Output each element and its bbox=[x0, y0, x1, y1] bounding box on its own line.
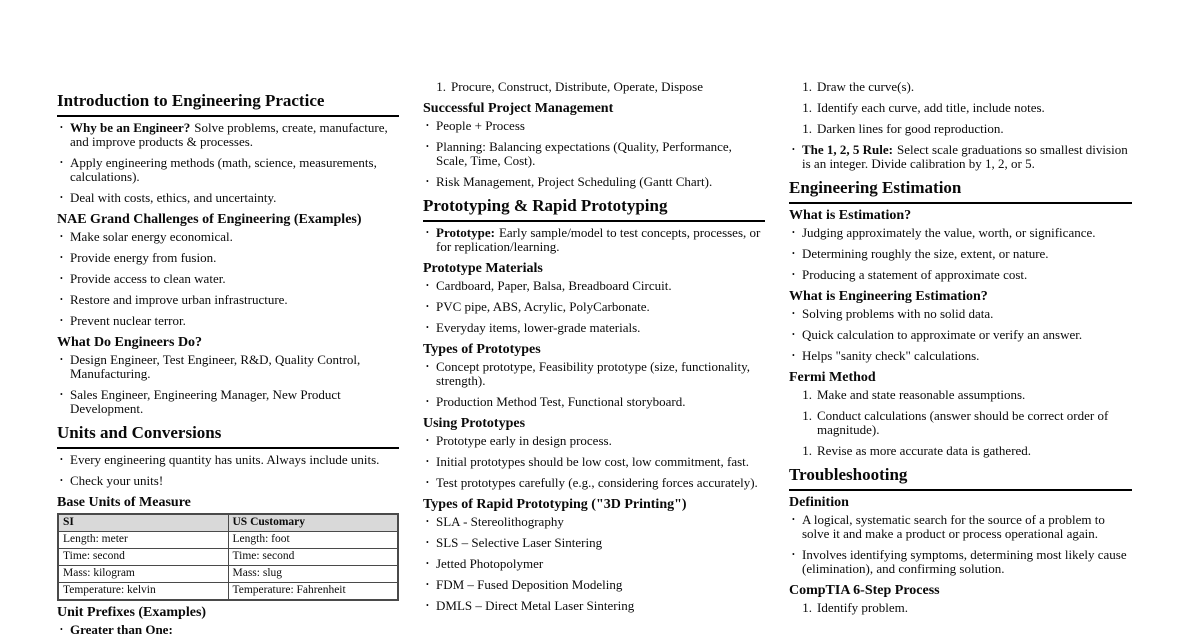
bullet-marker: • bbox=[60, 232, 63, 241]
item-body-text: Provide access to clean water. bbox=[70, 271, 226, 286]
bullet-marker: • bbox=[426, 478, 429, 487]
number-marker: 1. bbox=[802, 443, 812, 458]
item-body-text: Production Method Test, Functional storyboard. bbox=[436, 394, 686, 409]
item-text bbox=[436, 279, 765, 293]
bullet-item bbox=[423, 599, 765, 613]
section-heading: Troubleshooting bbox=[789, 465, 1132, 491]
table-row bbox=[58, 566, 398, 583]
section-heading: Prototyping & Rapid Prototyping bbox=[423, 196, 765, 222]
item-text bbox=[436, 536, 765, 550]
bullet-marker: • bbox=[426, 559, 429, 568]
sub-heading: Definition bbox=[789, 495, 849, 510]
item-body-text: Provide energy from fusion. bbox=[70, 250, 217, 265]
item-bold-lead: Prototype: bbox=[436, 225, 495, 240]
item-body-text: DMLS – Direct Metal Laser Sintering bbox=[436, 598, 635, 613]
item-text bbox=[436, 140, 765, 168]
item-body-text: Select scale graduations so smallest division is an integer. Divide calibration by 1, 2, or 5. bbox=[802, 142, 1128, 171]
item-body-text: Apply engineering methods (math, science, measurements, calculations). bbox=[70, 155, 377, 184]
numbered-item bbox=[423, 80, 765, 94]
item-text bbox=[817, 601, 1132, 615]
bullet-marker: • bbox=[792, 550, 795, 559]
bullet-marker: • bbox=[426, 436, 429, 445]
bullet-item bbox=[789, 226, 1132, 240]
bullet-item bbox=[57, 388, 399, 416]
numbered-item bbox=[789, 409, 1132, 437]
item-body-text: Determining roughly the size, extent, or nature. bbox=[802, 246, 1049, 261]
bullet-marker: • bbox=[426, 397, 429, 406]
item-body-text: PVC pipe, ABS, Acrylic, PolyCarbonate. bbox=[436, 299, 650, 314]
bullet-marker: • bbox=[426, 177, 429, 186]
table-cell: Temperature: kelvin bbox=[58, 583, 228, 601]
bullet-item bbox=[423, 536, 765, 550]
page-column-middle bbox=[423, 78, 765, 644]
item-body-text: Make and state reasonable assumptions. bbox=[817, 387, 1026, 402]
bullet-marker: • bbox=[60, 355, 63, 364]
item-text bbox=[451, 80, 765, 94]
item-body-text: Every engineering quantity has units. Always include units. bbox=[70, 452, 380, 467]
bullet-item bbox=[57, 191, 399, 205]
bullet-marker: • bbox=[792, 228, 795, 237]
item-text bbox=[817, 80, 1132, 94]
bullet-marker: • bbox=[792, 145, 795, 154]
item-body-text: Jetted Photopolymer bbox=[436, 556, 544, 571]
number-marker: 1. bbox=[802, 100, 812, 115]
item-body-text: Producing a statement of approximate cost. bbox=[802, 267, 1028, 282]
item-body-text: Cardboard, Paper, Balsa, Breadboard Circuit. bbox=[436, 278, 672, 293]
bullet-item bbox=[57, 474, 399, 488]
item-body-text: Solve problems, create, manufacture, and improve products & processes. bbox=[70, 120, 388, 149]
item-text bbox=[802, 513, 1132, 541]
table-cell: Time: second bbox=[58, 549, 228, 566]
bullet-marker: • bbox=[792, 330, 795, 339]
bullet-marker: • bbox=[60, 274, 63, 283]
sub-heading: Types of Rapid Prototyping ("3D Printing") bbox=[423, 497, 687, 512]
bullet-marker: • bbox=[426, 142, 429, 151]
item-bold-lead: The 1, 2, 5 Rule: bbox=[802, 142, 893, 157]
item-body-text: Draw the curve(s). bbox=[817, 79, 915, 94]
table-cell: Time: second bbox=[228, 549, 398, 566]
section-heading: Units and Conversions bbox=[57, 423, 399, 449]
bullet-item bbox=[57, 453, 399, 467]
sub-heading: Base Units of Measure bbox=[57, 495, 191, 510]
item-body-text: Judging approximately the value, worth, or significance. bbox=[802, 225, 1096, 240]
bullet-item bbox=[789, 268, 1132, 282]
item-text bbox=[802, 307, 1132, 321]
sub-heading: Fermi Method bbox=[789, 370, 876, 385]
item-text bbox=[70, 121, 399, 149]
item-text bbox=[802, 328, 1132, 342]
section-heading: Introduction to Engineering Practice bbox=[57, 91, 399, 117]
bullet-item bbox=[423, 140, 765, 168]
item-text bbox=[802, 143, 1132, 171]
bullet-item bbox=[789, 143, 1132, 171]
item-text bbox=[817, 122, 1132, 136]
item-body-text: Prototype early in design process. bbox=[436, 433, 612, 448]
sub-heading: Unit Prefixes (Examples) bbox=[57, 605, 207, 620]
number-marker: 1. bbox=[802, 121, 812, 136]
bullet-item bbox=[423, 476, 765, 490]
item-text bbox=[802, 268, 1132, 282]
table-row bbox=[58, 532, 398, 549]
item-text bbox=[70, 388, 399, 416]
bullet-marker: • bbox=[60, 158, 63, 167]
item-body-text: A logical, systematic search for the source of a problem to solve it and make a product or process operational again. bbox=[802, 512, 1105, 541]
number-marker: 1. bbox=[802, 79, 812, 94]
sub-heading: Prototype Materials bbox=[423, 261, 543, 276]
table-cell: Mass: slug bbox=[228, 566, 398, 583]
bullet-item bbox=[57, 314, 399, 328]
item-body-text: Early sample/model to test concepts, processes, or for replication/learning. bbox=[436, 225, 761, 254]
table-cell: Length: foot bbox=[228, 532, 398, 549]
page-column-left bbox=[57, 78, 399, 644]
item-text bbox=[817, 444, 1132, 458]
bullet-marker: • bbox=[426, 517, 429, 526]
bullet-item bbox=[789, 247, 1132, 261]
item-body-text: Planning: Balancing expectations (Quality, Performance, Scale, Time, Cost). bbox=[436, 139, 732, 168]
bullet-item bbox=[423, 434, 765, 448]
bullet-marker: • bbox=[426, 538, 429, 547]
item-body-text: Make solar energy economical. bbox=[70, 229, 233, 244]
bullet-marker: • bbox=[60, 123, 63, 132]
item-text bbox=[436, 515, 765, 529]
item-text bbox=[436, 226, 765, 254]
item-text bbox=[70, 453, 399, 467]
item-bold-lead: Greater than One: bbox=[70, 622, 173, 637]
table-header-cell: US Customary bbox=[228, 514, 398, 532]
item-body-text: Identify problem. bbox=[817, 600, 908, 615]
bullet-marker: • bbox=[426, 121, 429, 130]
bullet-marker: • bbox=[792, 270, 795, 279]
item-text bbox=[70, 251, 399, 265]
table-row bbox=[58, 583, 398, 601]
numbered-item bbox=[789, 444, 1132, 458]
item-text bbox=[817, 409, 1132, 437]
item-text bbox=[70, 353, 399, 381]
item-text bbox=[436, 578, 765, 592]
item-body-text: Helps "sanity check" calculations. bbox=[802, 348, 980, 363]
bullet-item bbox=[57, 121, 399, 149]
number-marker: 1. bbox=[802, 387, 812, 402]
bullet-marker: • bbox=[426, 228, 429, 237]
item-text bbox=[436, 395, 765, 409]
table-header-row bbox=[58, 514, 398, 532]
bullet-item bbox=[423, 279, 765, 293]
item-body-text: Identify each curve, add title, include notes. bbox=[817, 100, 1045, 115]
bullet-item bbox=[423, 515, 765, 529]
item-text bbox=[70, 474, 399, 488]
item-body-text: Concept prototype, Feasibility prototype (size, functionality, strength). bbox=[436, 359, 750, 388]
table-cell: Mass: kilogram bbox=[58, 566, 228, 583]
item-body-text: SLA - Stereolithography bbox=[436, 514, 564, 529]
item-text bbox=[436, 557, 765, 571]
item-body-text: Everyday items, lower-grade materials. bbox=[436, 320, 641, 335]
item-body-text: Quick calculation to approximate or verify an answer. bbox=[802, 327, 1083, 342]
sub-heading: What is Estimation? bbox=[789, 208, 912, 223]
page-column-right bbox=[789, 78, 1132, 644]
table-row bbox=[58, 549, 398, 566]
table-cell: Temperature: Fahrenheit bbox=[228, 583, 398, 601]
bullet-marker: • bbox=[60, 253, 63, 262]
sub-heading: Successful Project Management bbox=[423, 101, 614, 116]
item-text bbox=[802, 247, 1132, 261]
item-body-text: FDM – Fused Deposition Modeling bbox=[436, 577, 623, 592]
item-text bbox=[817, 101, 1132, 115]
item-text bbox=[436, 119, 765, 133]
item-text bbox=[70, 230, 399, 244]
bullet-marker: • bbox=[426, 323, 429, 332]
sub-heading: CompTIA 6-Step Process bbox=[789, 583, 940, 598]
table-cell: Length: meter bbox=[58, 532, 228, 549]
numbered-item bbox=[789, 388, 1132, 402]
numbered-item bbox=[789, 601, 1132, 615]
item-text bbox=[436, 476, 765, 490]
bullet-marker: • bbox=[60, 455, 63, 464]
item-text bbox=[436, 455, 765, 469]
numbered-item bbox=[789, 101, 1132, 115]
bullet-item bbox=[789, 548, 1132, 576]
sub-heading: What is Engineering Estimation? bbox=[789, 289, 988, 304]
table-header-cell: SI bbox=[58, 514, 228, 532]
item-body-text: Revise as more accurate data is gathered. bbox=[817, 443, 1032, 458]
bullet-item bbox=[57, 353, 399, 381]
item-text bbox=[802, 226, 1132, 240]
bullet-marker: • bbox=[60, 295, 63, 304]
item-text bbox=[70, 156, 399, 184]
bullet-item bbox=[423, 395, 765, 409]
section-heading: Engineering Estimation bbox=[789, 178, 1132, 204]
bullet-marker: • bbox=[426, 601, 429, 610]
item-body-text: Conduct calculations (answer should be correct order of magnitude). bbox=[817, 408, 1109, 437]
item-text bbox=[436, 300, 765, 314]
sub-heading: NAE Grand Challenges of Engineering (Examples) bbox=[57, 212, 362, 227]
bullet-item bbox=[423, 175, 765, 189]
item-text bbox=[436, 599, 765, 613]
item-text bbox=[817, 388, 1132, 402]
bullet-marker: • bbox=[60, 390, 63, 399]
bullet-item bbox=[789, 349, 1132, 363]
number-marker: 1. bbox=[436, 79, 446, 94]
item-body-text: Initial prototypes should be low cost, low commitment, fast. bbox=[436, 454, 750, 469]
item-text bbox=[436, 175, 765, 189]
item-text bbox=[436, 434, 765, 448]
bullet-marker: • bbox=[792, 351, 795, 360]
item-text bbox=[802, 548, 1132, 576]
item-body-text: SLS – Selective Laser Sintering bbox=[436, 535, 603, 550]
bullet-marker: • bbox=[426, 281, 429, 290]
numbered-item bbox=[789, 80, 1132, 94]
sub-heading: Using Prototypes bbox=[423, 416, 526, 431]
numbered-item bbox=[789, 122, 1132, 136]
item-body-text: Darken lines for good reproduction. bbox=[817, 121, 1004, 136]
item-text bbox=[436, 360, 765, 388]
bullet-item bbox=[423, 119, 765, 133]
item-text bbox=[70, 314, 399, 328]
item-body-text: People + Process bbox=[436, 118, 525, 133]
item-body-text: Check your units! bbox=[70, 473, 164, 488]
bullet-marker: • bbox=[426, 457, 429, 466]
number-marker: 1. bbox=[802, 600, 812, 615]
bullet-item bbox=[423, 226, 765, 254]
bullet-marker: • bbox=[426, 580, 429, 589]
item-text bbox=[802, 349, 1132, 363]
item-text bbox=[70, 623, 399, 637]
bullet-item bbox=[423, 557, 765, 571]
bullet-item bbox=[57, 293, 399, 307]
item-body-text: Prevent nuclear terror. bbox=[70, 313, 186, 328]
bullet-item bbox=[789, 307, 1132, 321]
bullet-marker: • bbox=[792, 249, 795, 258]
sub-heading: Types of Prototypes bbox=[423, 342, 541, 357]
bullet-item bbox=[57, 251, 399, 265]
bullet-item bbox=[57, 623, 399, 637]
item-body-text: Design Engineer, Test Engineer, R&D, Quality Control, Manufacturing. bbox=[70, 352, 361, 381]
number-marker: 1. bbox=[802, 408, 812, 423]
item-body-text: Sales Engineer, Engineering Manager, New Product Development. bbox=[70, 387, 341, 416]
bullet-marker: • bbox=[60, 316, 63, 325]
units-table bbox=[57, 513, 399, 601]
item-body-text: Risk Management, Project Scheduling (Gantt Chart). bbox=[436, 174, 713, 189]
bullet-item bbox=[789, 513, 1132, 541]
bullet-marker: • bbox=[60, 625, 63, 634]
item-body-text: Involves identifying symptoms, determining most likely cause (elimination), and confirming solution. bbox=[802, 547, 1127, 576]
bullet-marker: • bbox=[792, 515, 795, 524]
item-body-text: Test prototypes carefully (e.g., considering forces accurately). bbox=[436, 475, 758, 490]
bullet-marker: • bbox=[426, 362, 429, 371]
bullet-item bbox=[423, 360, 765, 388]
bullet-item bbox=[423, 321, 765, 335]
bullet-item bbox=[423, 578, 765, 592]
item-body-text: Solving problems with no solid data. bbox=[802, 306, 994, 321]
bullet-item bbox=[423, 455, 765, 469]
bullet-item bbox=[57, 156, 399, 184]
bullet-item bbox=[57, 230, 399, 244]
item-body-text: Deal with costs, ethics, and uncertainty. bbox=[70, 190, 277, 205]
item-text bbox=[436, 321, 765, 335]
item-text bbox=[70, 293, 399, 307]
bullet-marker: • bbox=[60, 476, 63, 485]
bullet-marker: • bbox=[60, 193, 63, 202]
item-body-text: Procure, Construct, Distribute, Operate, Dispose bbox=[451, 79, 704, 94]
bullet-marker: • bbox=[426, 302, 429, 311]
bullet-item bbox=[789, 328, 1132, 342]
item-text bbox=[70, 272, 399, 286]
item-bold-lead: Why be an Engineer? bbox=[70, 120, 191, 135]
bullet-item bbox=[57, 272, 399, 286]
item-text bbox=[70, 191, 399, 205]
item-body-text: Restore and improve urban infrastructure. bbox=[70, 292, 288, 307]
sub-heading: What Do Engineers Do? bbox=[57, 335, 203, 350]
bullet-item bbox=[423, 300, 765, 314]
bullet-marker: • bbox=[792, 309, 795, 318]
